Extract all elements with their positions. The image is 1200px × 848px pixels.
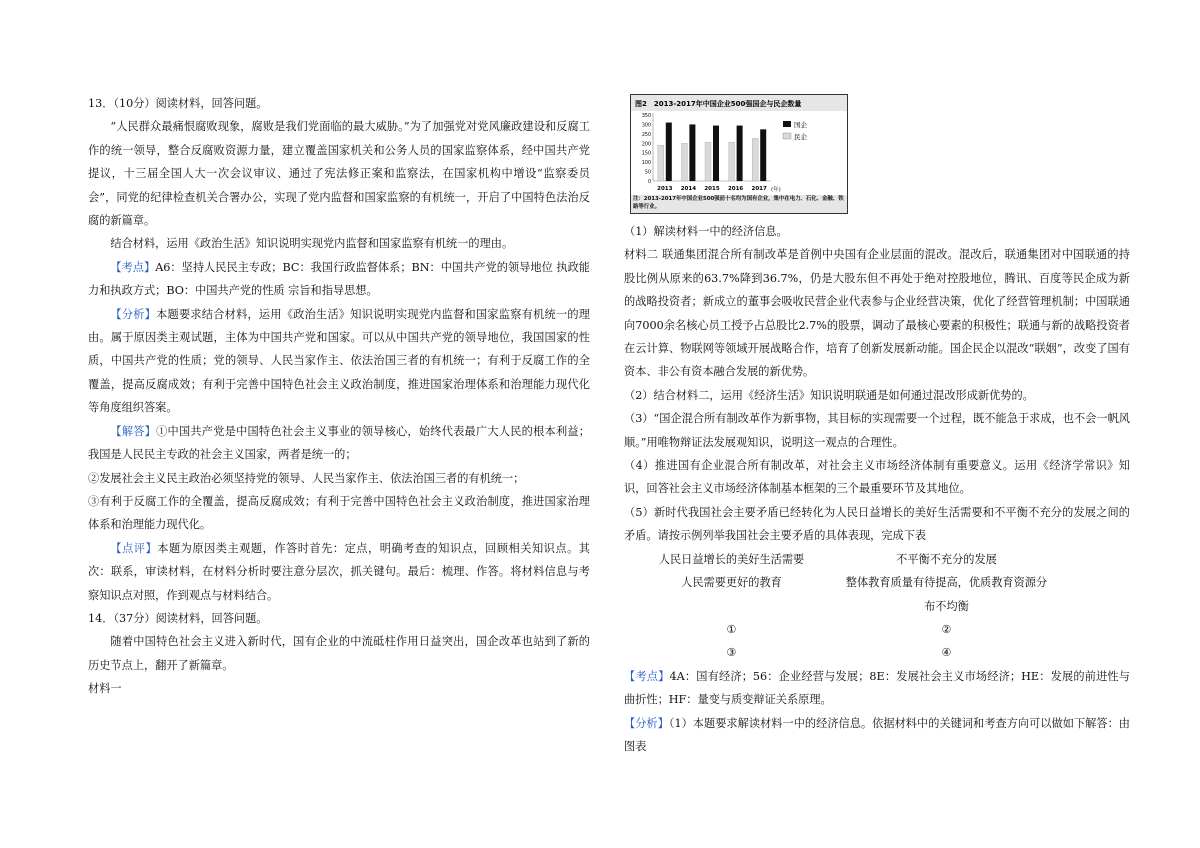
table-header-needs: 人民日益增长的美好生活需要 [658,552,805,566]
table-cell-3: ③ [726,646,737,660]
y-tick-label: 100 [641,161,651,167]
bar-2017-minqi [752,138,758,181]
q14-material1-label: 材料一 [88,682,122,696]
kaodian-text: A6：坚持人民民主专政；BC：我国行政监督体系；BN：中国共产党的领导地位 执政能力和执政方式；BO：中国共产党的性质 宗旨和指导思想。 [88,260,590,298]
table-example-development: 整体教育质量有待提高，优质教育资源分 [845,576,1048,590]
bar-chart-figure [630,94,848,214]
dianping-tag: 【点评】 [110,541,158,555]
y-tick-label: 150 [641,151,651,157]
legend-label-guoqi: 国企 [794,121,807,129]
right-fenxi [624,712,1130,759]
q13-heading: 13．（10分）阅读材料，回答问题。 [88,97,268,110]
x-tick-label: 2014 [680,186,697,192]
left-column [88,92,590,701]
jieda-tag: 【解答】 [110,424,157,438]
table-cell-4: ④ [941,646,952,660]
table-example-development-cont: 布不均衡 [924,599,969,613]
bar-2016-guoqi [737,126,743,181]
legend-swatch-minqi [783,133,791,139]
dianping-text: 本题为原因类主观题，作答时首先：定点，明确考查的知识点，回顾相关知识点。其次：联系，审读材料，在材料分析时要注意分层次，抓关键句。最后：梳理、作答。将材料信息与考察知识点对照，作到观点与材料结合。 [88,541,590,602]
q14-heading: 14．（37分）阅读材料，回答问题。 [88,611,268,625]
bar-series [658,123,766,181]
bar-2015-minqi [705,142,711,181]
legend-swatch-guoqi [783,121,791,127]
x-tick-label: 2015 [704,186,720,192]
y-tick-label: 250 [641,132,651,138]
contradiction-table [624,548,1130,665]
chart-note: 注：2013-2017年中国企业500强前十名均为国有企业，集中在电力、石化、金融、铁路等行业。 [633,196,844,210]
x-tick-label: 2016 [727,186,744,192]
bar-2017-guoqi [760,129,766,181]
bar-2014-minqi [681,143,687,181]
right-column [624,94,1130,758]
bar-2013-guoqi [666,123,672,181]
chart-title: 图2 2013-2017年中国企业500强国企与民企数量 [635,100,802,108]
kaodian-tag: 【考点】 [624,669,670,683]
q14-sub1: （1）解读材料一中的经济信息。 [624,225,788,238]
y-tick-label: 200 [641,142,651,148]
q13-dianping [88,537,590,607]
kaodian-text: 4A：国有经济；56：企业经营与发展；8E：发展社会主义市场经济；HE：发展的前进性与曲折性；HF：量变与质变辩证关系原理。 [624,669,1130,707]
fenxi-text: （1）本题要求解读材料一中的经济信息。依据材料中的关键词和考查方向可以做如下解答：由图表 [624,716,1130,753]
y-tick-label: 300 [641,123,651,129]
q14-sub5: （5）新时代我国社会主要矛盾已经转化为人民日益增长的美好生活需要和不平衡不充分的发展之间的矛盾。请按示例列举我国社会主要矛盾的具体表现，完成下表 [624,505,1130,543]
jieda-point-1: ①中国共产党是中国特色社会主义事业的领导核心，始终代表最广大人民的根本利益；我国是人民民主专政的社会主义国家，两者是统一的； [88,424,590,462]
chart-svg [631,95,847,213]
x-unit-label: (年) [771,187,781,193]
bar-2016-minqi [729,142,735,181]
chart-legend [783,120,808,141]
q13-jieda [88,420,590,467]
x-tick-label: 2017 [751,186,767,192]
y-tick-labels [642,113,651,185]
legend-label-minqi: 民企 [794,133,807,141]
q14-sub2: （2）结合材料二，运用《经济生活》知识说明联通是如何通过混改形成新优势的。 [624,388,1034,402]
table-header-development: 不平衡不充分的发展 [896,552,997,566]
q14-sub3: （3）“国企混合所有制改革作为新事物，其目标的实现需要一个过程，既不能急于求成，也不会一帆风顺。”用唯物辩证法发展观知识，说明这一观点的合理性。 [624,412,1130,449]
table-cell-1: ① [726,622,737,636]
chart-note-wrap [633,195,845,213]
y-tick-label: 50 [644,170,651,176]
jieda-point-2: ②发展社会主义民主政治必须坚持党的领导、人民当家作主、依法治国三者的有机统一； [88,471,525,485]
kaodian-tag: 【考点】 [110,260,156,274]
q14-intro: 随着中国特色社会主义进入新时代，国有企业的中流砥柱作用日益突出，国企改革也站到了新的历史节点上，翻开了新篇章。 [88,635,590,672]
material2-text: 材料二 联通集团混合所有制改革是首例中央国有企业层面的混改。混改后，联通集团对中国联通的持股比例从原来的63.7%降到36.7%，仍是大股东但不再处于绝对控股地位，腾讯、百度等民企成为新的战略投资者；新成立的董事会吸收民营企业代表参与企业经营决策，优化了经营管理机制；中国联通向7000余名核心员工授予占总股比2.7%的股票，调动了最核心要素的积极性；联通与新的战略投资者在云计算、物联网等领域开展战略合作，培育了创新发展新动能。国企民企以混改“联姻”，改变了国有资本、非公有资本融合发展的新优势。 [624,248,1130,379]
table-example-needs: 人民需要更好的教育 [681,576,782,590]
bar-2015-guoqi [713,126,719,181]
y-tick-label: 0 [647,180,651,185]
right-kaodian [624,665,1130,712]
q13-fenxi [88,303,590,420]
y-tick-label: 350 [641,114,651,119]
fenxi-tag: 【分析】 [110,307,157,321]
table-empty-cell [624,595,839,618]
q13-kaodian [88,256,590,303]
table-cell-2: ② [941,622,952,636]
q13-question: 结合材料，运用《政治生活》知识说明实现党内监督和国家监察有机统一的理由。 [110,237,514,251]
x-tick-label: 2013 [657,186,673,192]
bar-2013-minqi [658,145,664,181]
fenxi-tag: 【分析】 [624,716,669,730]
fenxi-text: 本题要求结合材料，运用《政治生活》知识说明实现党内监督和国家监察有机统一的理由。属于原因类主观试题，主体为中国共产党和国家。可以从中国共产党的领导地位，我国国家的性质，中国共产党的性质；党的领导、人民当家作主、依法治国三者的有机统一；有利于反腐工作的全覆盖，提高反腐成效；有利于完善中国特色社会主义政治制度，推进国家治理体系和治理能力现代化等角度组织答案。 [88,307,590,415]
x-tick-labels [657,186,767,192]
bar-2014-guoqi [689,124,695,181]
q14-sub4: （4）推进国有企业混合所有制改革，对社会主义市场经济体制有重要意义。运用《经济学常识》知识，回答社会主义市场经济体制基本框架的三个最重要环节及其地位。 [624,459,1130,496]
jieda-point-3: ③有利于反腐工作的全覆盖，提高反腐成效；有利于完善中国特色社会主义政治制度，推进国家治理体系和治理能力现代化。 [88,494,590,532]
q13-material: “人民群众最痛恨腐败现象，腐败是我们党面临的最大威胁。”为了加强党对党风廉政建设和反腐工作的统一领导，整合反腐败资源力量，建立覆盖国家机关和公务人员的国家监察体系，经中国共产党提议，十三届全国人大一次会议审议、通过了宪法修正案和监察法，在国家机构中增设“监察委员会”，同党的纪律检查机关合署办公，实现了党内监督和国家监察的有机统一，开启了中国特色法治反腐的新篇章。 [88,120,590,228]
